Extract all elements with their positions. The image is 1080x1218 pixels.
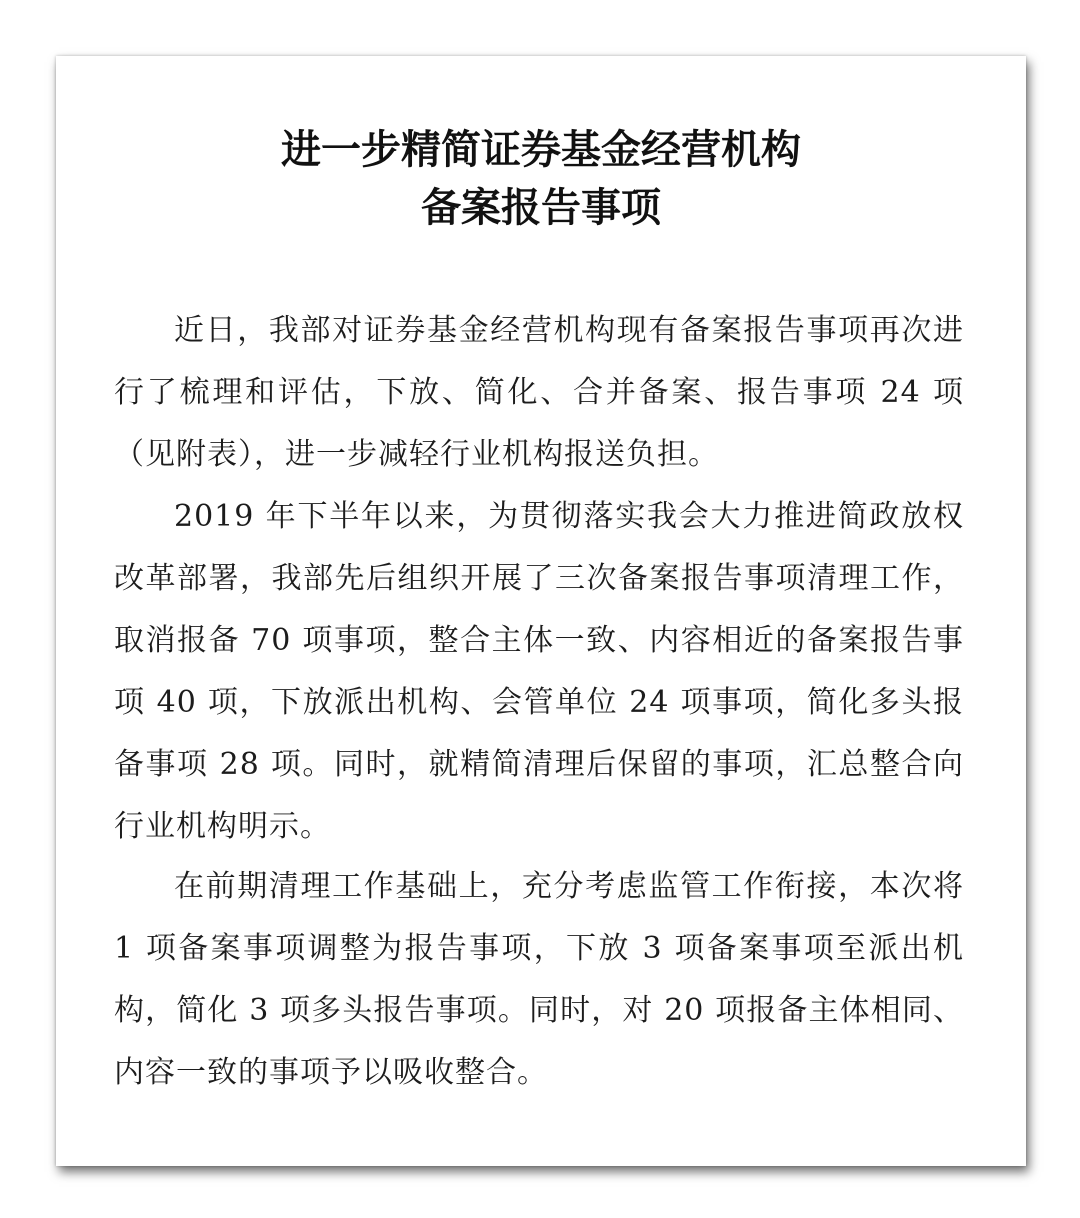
document-page xyxy=(56,56,1026,1166)
document-title-line-2: 备案报告事项 xyxy=(421,185,661,231)
paragraph-2: 2019 年下半年以来，为贯彻落实我会大力推进简政放权改革部署，我部先后组织开展了三次备案报告事项清理工作，取消报备 70 项事项，整合主体一致、内容相近的备案报告事项 40 项，下放派出机构、会管单位 24 项事项，简化多头报备事项 28 项。同时，就精简清理后保留的事项，汇总整合向行业机构明示。 xyxy=(114,499,964,844)
document-title-line-1: 进一步精简证券基金经营机构 xyxy=(281,127,801,173)
paragraph-3: 在前期清理工作基础上，充分考虑监管工作衔接，本次将 1 项备案事项调整为报告事项，下放 3 项备案事项至派出机构，简化 3 项多头报告事项。同时，对 20 项报备主体相同、内容一致的事项予以吸收整合。 xyxy=(114,869,964,1090)
paragraph-1: 近日，我部对证券基金经营机构现有备案报告事项再次进行了梳理和评估，下放、简化、合并备案、报告事项 24 项（见附表），进一步减轻行业机构报送负担。 xyxy=(114,313,964,472)
